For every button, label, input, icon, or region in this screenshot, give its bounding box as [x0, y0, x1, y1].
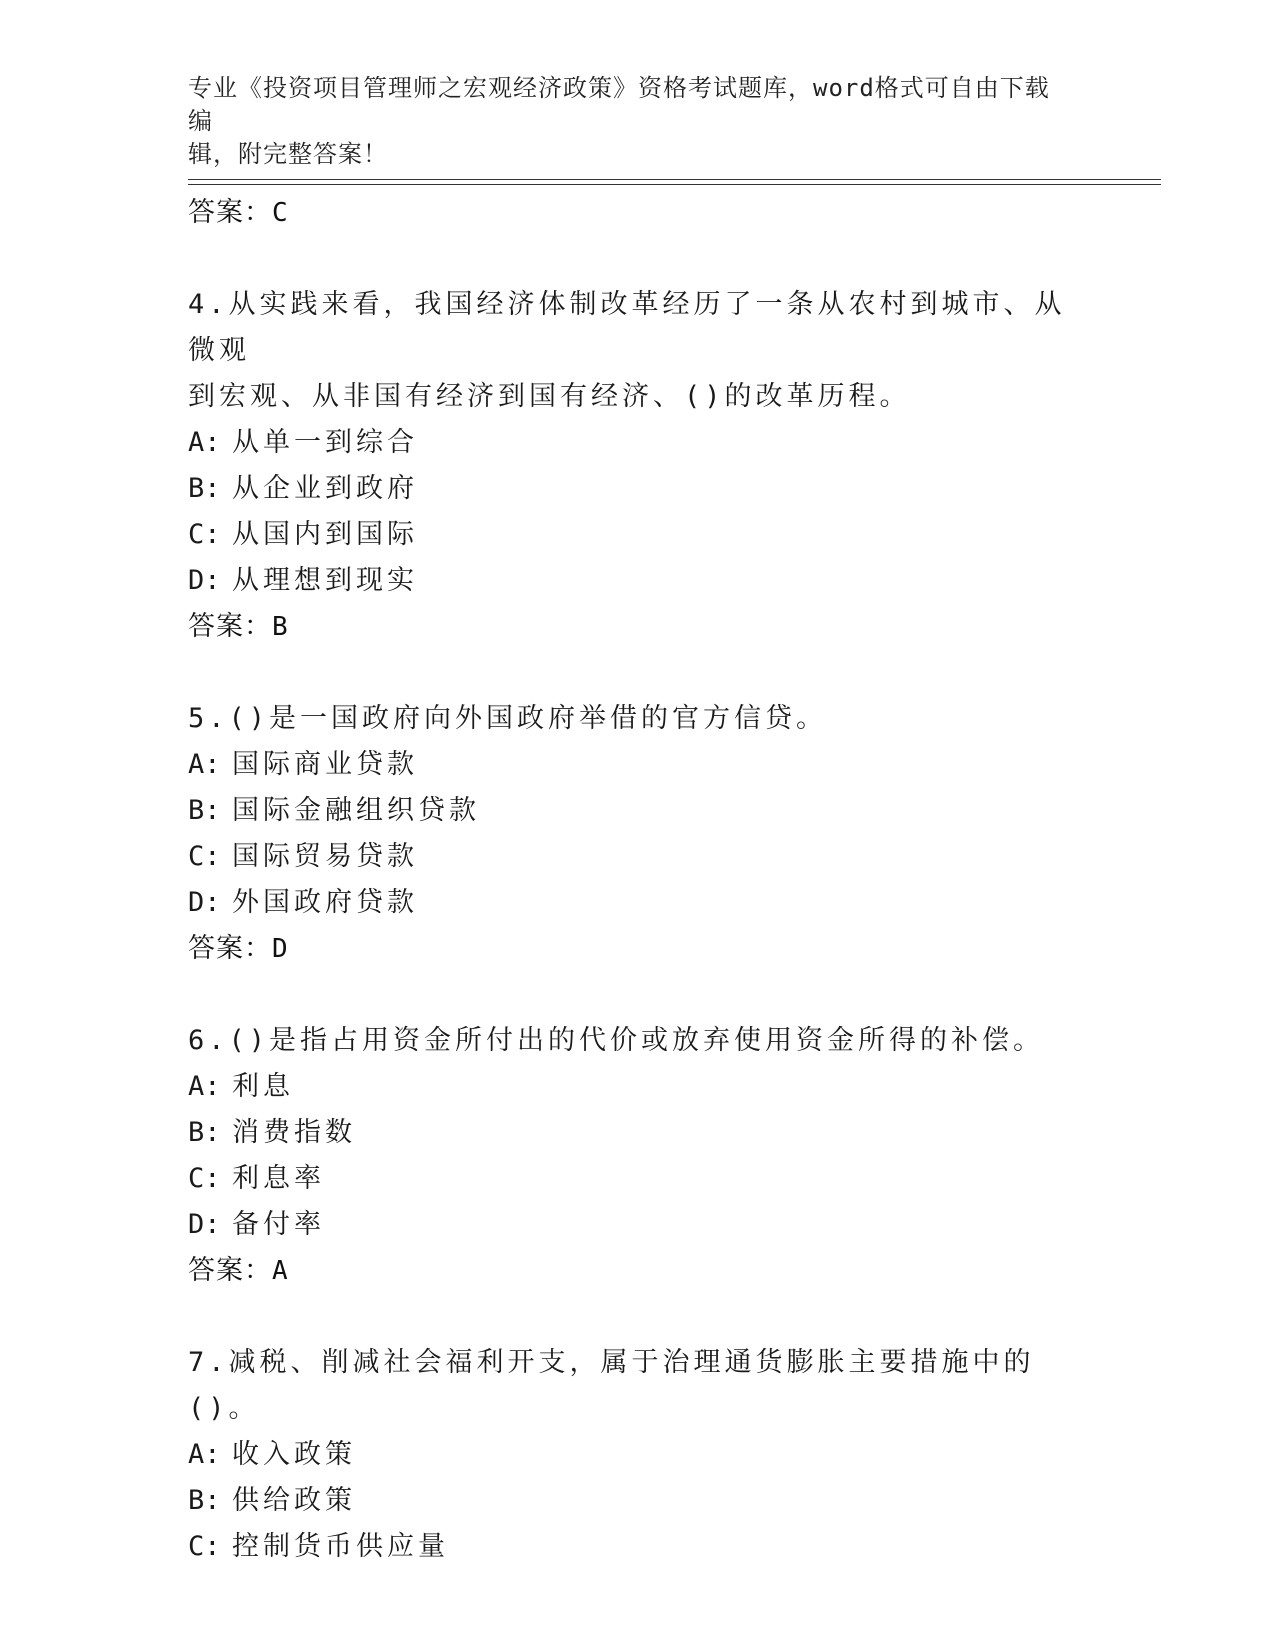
- option-key: A:: [188, 427, 221, 458]
- option-text: 备付率: [232, 1209, 325, 1240]
- spacer: [188, 972, 1088, 1018]
- option-key: D:: [188, 887, 221, 918]
- option-b: [188, 466, 1088, 512]
- spacer: [188, 236, 1088, 282]
- option-a: [188, 1064, 1088, 1110]
- option-text: 从国内到国际: [232, 519, 418, 550]
- option-key: C:: [188, 841, 221, 872]
- answer-label: 答案：: [188, 611, 272, 642]
- answer-value: D: [272, 934, 289, 964]
- answer-line: [188, 1248, 1088, 1294]
- option-text: 供给政策: [232, 1485, 356, 1516]
- answer-label: 答案：: [188, 197, 272, 228]
- option-b: [188, 1110, 1088, 1156]
- option-a: [188, 1432, 1088, 1478]
- answer-line: [188, 190, 1088, 236]
- question-block: [188, 1018, 1088, 1294]
- answer-label: 答案：: [188, 1255, 272, 1286]
- option-key: D:: [188, 565, 221, 596]
- option-text: 国际金融组织贷款: [232, 795, 480, 826]
- option-d: [188, 880, 1088, 926]
- answer-line: [188, 604, 1088, 650]
- answer-value: C: [272, 198, 289, 228]
- header-divider-top: [188, 179, 1161, 180]
- question-block: [188, 282, 1088, 650]
- option-key: C:: [188, 1163, 221, 1194]
- option-key: A:: [188, 1439, 221, 1470]
- question-block: [188, 1340, 1088, 1570]
- question-text-continued: 到宏观、从非国有经济到国有经济、()的改革历程。: [188, 381, 911, 412]
- option-key: B:: [188, 795, 221, 826]
- question-text: 7.减税、削减社会福利开支，属于治理通货膨胀主要措施中的()。: [188, 1347, 1035, 1424]
- option-key: C:: [188, 519, 221, 550]
- option-key: B:: [188, 1485, 221, 1516]
- option-d: [188, 1202, 1088, 1248]
- option-c: [188, 512, 1088, 558]
- option-text: 利息: [232, 1071, 294, 1102]
- question-list: [188, 190, 1088, 1570]
- option-text: 从单一到综合: [232, 427, 418, 458]
- option-key: B:: [188, 473, 221, 504]
- question-text: 6.()是指占用资金所付出的代价或放弃使用资金所得的补偿。: [188, 1025, 1045, 1056]
- header-line-2: 辑，附完整答案！: [188, 140, 388, 168]
- header-line-1: 专业《投资项目管理师之宏观经济政策》资格考试题库，word格式可自由下载编: [188, 74, 1050, 135]
- spacer: [188, 650, 1088, 696]
- option-c: [188, 1156, 1088, 1202]
- option-key: C:: [188, 1531, 221, 1562]
- option-d: [188, 558, 1088, 604]
- answer-label: 答案：: [188, 933, 272, 964]
- option-text: 消费指数: [232, 1117, 356, 1148]
- option-a: [188, 420, 1088, 466]
- option-text: 从理想到现实: [232, 565, 418, 596]
- option-c: [188, 1524, 1088, 1570]
- option-b: [188, 788, 1088, 834]
- option-text: 外国政府贷款: [232, 887, 418, 918]
- option-key: A:: [188, 749, 221, 780]
- answer-value: B: [272, 612, 289, 642]
- answer-value: A: [272, 1256, 289, 1286]
- option-text: 国际贸易贷款: [232, 841, 418, 872]
- header-divider-bottom: [188, 184, 1161, 185]
- spacer: [188, 1294, 1088, 1340]
- option-text: 从企业到政府: [232, 473, 418, 504]
- answer-line: [188, 926, 1088, 972]
- question-text: 5.()是一国政府向外国政府举借的官方信贷。: [188, 703, 828, 734]
- question-text: 4.从实践来看，我国经济体制改革经历了一条从农村到城市、从微观: [188, 289, 1066, 366]
- document-header: [188, 72, 1068, 171]
- option-text: 国际商业贷款: [232, 749, 418, 780]
- option-text: 收入政策: [232, 1439, 356, 1470]
- option-key: B:: [188, 1117, 221, 1148]
- question-block: [188, 696, 1088, 972]
- option-text: 利息率: [232, 1163, 325, 1194]
- option-text: 控制货币供应量: [232, 1531, 449, 1562]
- option-a: [188, 742, 1088, 788]
- option-key: A:: [188, 1071, 221, 1102]
- option-key: D:: [188, 1209, 221, 1240]
- option-b: [188, 1478, 1088, 1524]
- option-c: [188, 834, 1088, 880]
